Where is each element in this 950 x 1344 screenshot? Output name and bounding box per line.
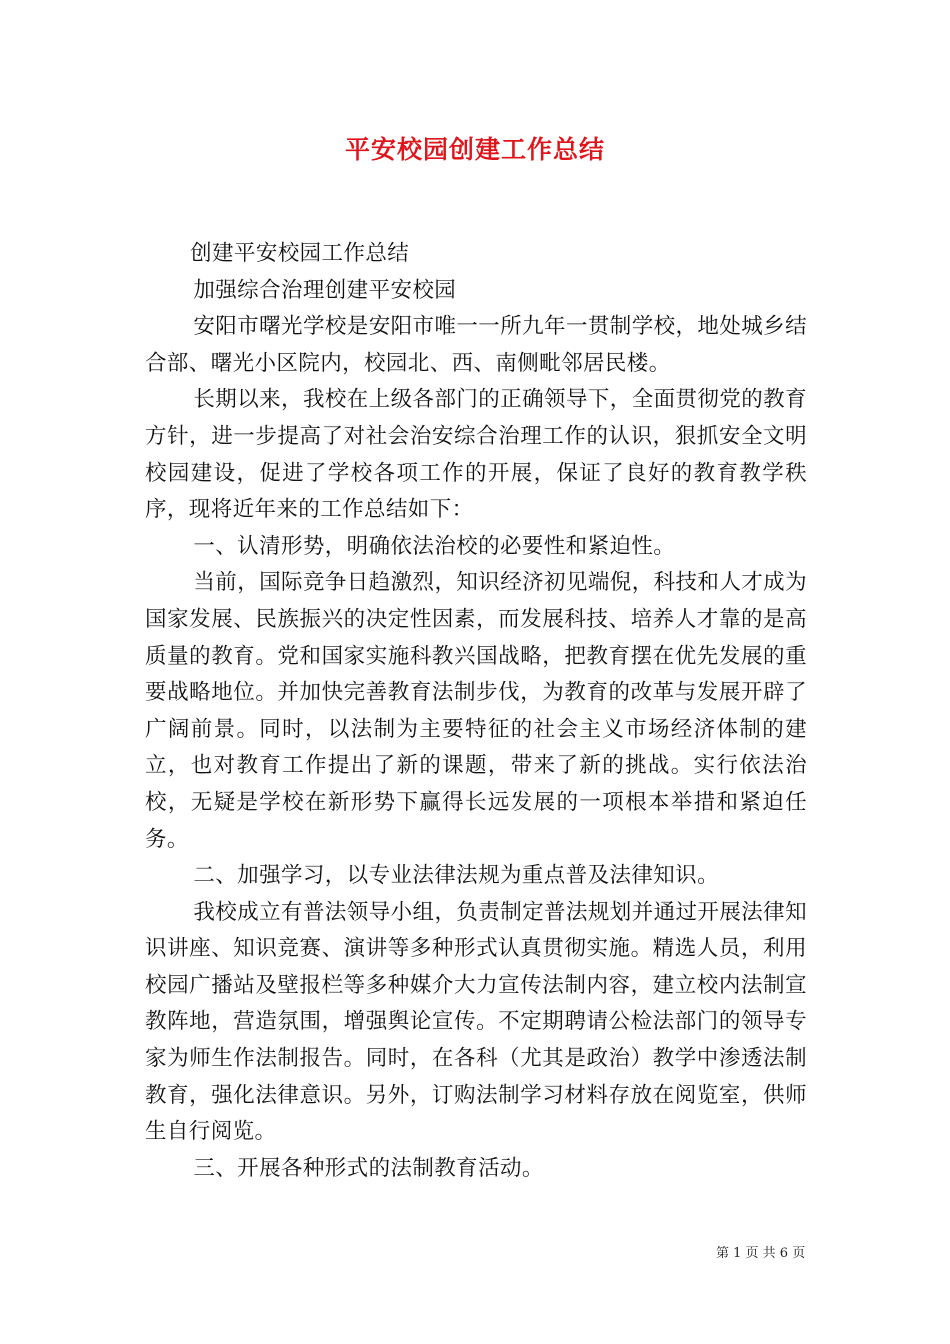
- section-heading-1: 一、认清形势，明确依法治校的必要性和紧迫性。: [193, 533, 676, 559]
- section-heading-3: 三、开展各种形式的法制教育活动。: [193, 1155, 544, 1181]
- paragraph-subtitle: 加强综合治理创建平安校园: [193, 277, 457, 303]
- document-title: 平安校园创建工作总结: [344, 135, 605, 164]
- paragraph-intro: 安阳市曙光学校是安阳市唯一一所九年一贯制学校，地处城乡结合部、曙光小区院内，校园北、西、南侧毗邻居民楼。: [145, 314, 807, 376]
- section-heading-2: 二、加强学习，以专业法律法规为重点普及法律知识。: [193, 863, 719, 889]
- paragraph-doc-heading: 创建平安校园工作总结: [190, 241, 410, 266]
- paragraph-section-1: 当前，国际竞争日趋激烈，知识经济初见端倪，科技和人才成为国家发展、民族振兴的决定性因素，而发展科技、培养人才靠的是高质量的教育。党和国家实施科教兴国战略，把教育摆在优先发展的重要战略地位。并加快完善教育法制步伐，为教育的改革与发展开辟了广阔前景。同时，以法制为主要特征的社会主义市场经济体制的建立，也对教育工作提出了新的课题，带来了新的挑战。实行依法治校，无疑是学校在新形势下赢得长远发展的一项根本举措和紧迫任务。: [145, 570, 807, 852]
- document-body: [145, 236, 807, 1187]
- paragraph-overview: 长期以来，我校在上级各部门的正确领导下，全面贯彻党的教育方针，进一步提高了对社会治安综合治理工作的认识，狠抓安全文明校园建设，促进了学校各项工作的开展，保证了良好的教育教学秩序，现将近年来的工作总结如下：: [145, 387, 807, 523]
- page-number-footer: 第 1 页 共 6 页: [716, 1246, 806, 1261]
- paragraph-section-2: 我校成立有普法领导小组，负责制定普法规划并通过开展法律知识讲座、知识竞赛、演讲等多种形式认真贯彻实施。精选人员，利用校园广播站及壁报栏等多种媒介大力宣传法制内容，建立校内法制宣教阵地，营造氛围，增强舆论宣传。不定期聘请公检法部门的领导专家为师生作法制报告。同时，在各科（尤其是政治）教学中渗透法制教育，强化法律意识。另外，订购法制学习材料存放在阅览室，供师生自行阅览。: [145, 899, 807, 1145]
